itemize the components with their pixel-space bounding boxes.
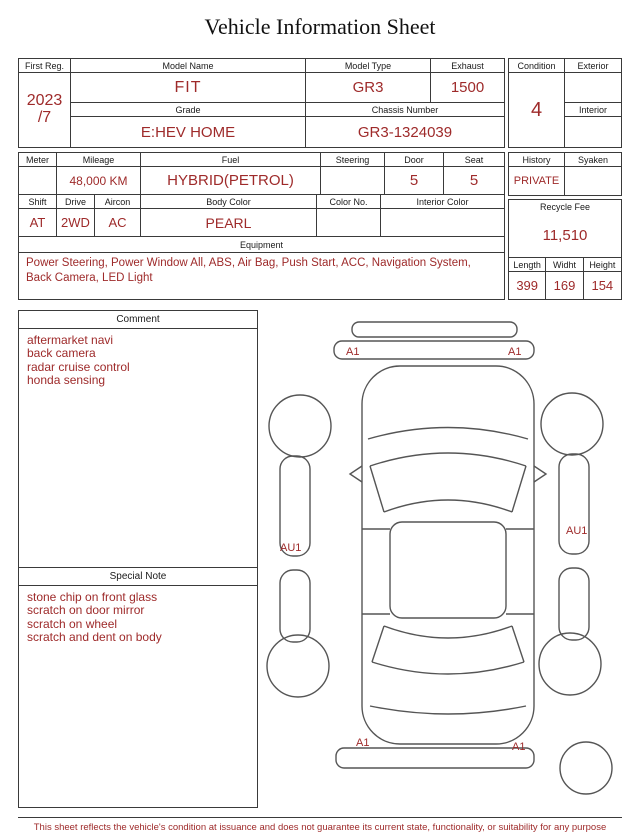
mileage-value: 48,000 KM: [57, 167, 141, 195]
car-top-view-icon: [262, 314, 634, 810]
damage-label-front-right: A1: [508, 346, 522, 358]
exhaust-value: 1500: [431, 73, 504, 103]
height-value: 154: [591, 278, 614, 293]
comment-line: back camera: [27, 346, 96, 361]
meter-value: [19, 167, 57, 195]
shift-value: AT: [19, 209, 57, 237]
special-note-header: Special Note: [19, 567, 257, 586]
history-label: History: [509, 153, 565, 167]
special-note-content: [19, 586, 257, 807]
special-note-line: scratch on wheel: [27, 616, 118, 631]
meter-label: Meter: [19, 153, 57, 167]
history-table: [508, 152, 622, 196]
syaken-label: Syaken: [565, 153, 621, 167]
body-color-label: Body Color: [141, 195, 317, 209]
chassis-number-label: Chassis Number: [306, 103, 504, 117]
drive-label: Drive: [57, 195, 95, 209]
damage-label-side-left: AU1: [280, 542, 302, 554]
damage-label-rear-left: A1: [356, 737, 370, 749]
condition-table: [508, 58, 622, 148]
length-value: 399: [509, 272, 546, 299]
disclaimer-text: This sheet reflects the vehicle's condition at issuance and does not guarantee its current state, functionality, or suitability for any purpose: [18, 817, 622, 833]
damage-label-side-right: AU1: [566, 525, 588, 537]
fuel-label: Fuel: [141, 153, 321, 167]
comment-content: [19, 329, 257, 567]
width-label: Widht: [546, 258, 583, 272]
special-note-line: stone chip on front glass: [27, 590, 158, 604]
exhaust-label: Exhaust: [431, 59, 504, 73]
seat-value: 5: [444, 167, 504, 195]
equipment-value: Power Steering, Power Window All, ABS, Air Bag, Push Start, ACC, Navigation System, Back Camera, LED Light: [26, 257, 471, 284]
first-reg-month: /7: [37, 109, 52, 126]
model-type-value: GR3: [306, 73, 431, 103]
damage-label-front-left: A1: [346, 346, 360, 358]
model-name-label: Model Name: [71, 59, 306, 73]
condition-label: Condition: [509, 59, 565, 73]
interior-color-label: Interior Color: [381, 195, 504, 209]
interior-color-value: [381, 209, 504, 237]
interior-value: [565, 117, 621, 147]
condition-value: 4: [509, 73, 565, 147]
page-title: Vehicle Information Sheet: [204, 14, 436, 39]
special-note-line: scratch on door mirror: [27, 603, 145, 618]
special-note-line: scratch and dent on body: [27, 630, 162, 645]
model-type-label: Model Type: [306, 59, 431, 73]
fuel-value: HYBRID(PETROL): [141, 167, 321, 195]
car-damage-diagram: [262, 314, 634, 810]
color-no-value: [317, 209, 381, 237]
comment-box: [18, 310, 258, 808]
registration-table: [18, 58, 505, 148]
drive-value: 2WD: [57, 209, 95, 237]
first-reg-year: 2023: [26, 92, 63, 110]
chassis-number-value: GR3-1324039: [357, 123, 453, 141]
color-no-label: Color No.: [317, 195, 381, 209]
comment-header: Comment: [19, 311, 257, 329]
width-value: 169: [546, 272, 583, 299]
comment-line: aftermarket navi: [27, 333, 114, 347]
shift-label: Shift: [19, 195, 57, 209]
exterior-label: Exterior: [565, 59, 621, 73]
exterior-value: [565, 73, 621, 103]
interior-label: Interior: [565, 103, 621, 117]
door-label: Door: [385, 153, 444, 167]
door-value: 5: [385, 167, 444, 195]
comment-line: radar cruise control: [27, 359, 130, 374]
seat-label: Seat: [444, 153, 504, 167]
syaken-value: [565, 167, 621, 195]
grade-value: E:HEV HOME: [71, 117, 306, 147]
recycle-dimensions-table: [508, 199, 622, 300]
specs-table: [18, 152, 505, 300]
height-label: Height: [584, 258, 621, 272]
aircon-value: AC: [95, 209, 141, 237]
history-value: PRIVATE: [509, 167, 565, 195]
body-color-value: PEARL: [141, 209, 317, 237]
steering-value: [321, 167, 385, 195]
recycle-fee-label: Recycle Fee: [539, 202, 591, 212]
aircon-label: Aircon: [95, 195, 141, 209]
first-reg-label: First Reg.: [19, 59, 71, 73]
damage-label-rear-right: A1: [512, 741, 526, 753]
grade-label: Grade: [71, 103, 306, 117]
length-label: Length: [509, 258, 546, 272]
comment-line: honda sensing: [27, 373, 106, 388]
recycle-fee-value: 11,510: [509, 214, 621, 258]
equipment-label: Equipment: [19, 237, 504, 253]
first-reg-value: [19, 73, 71, 147]
model-name-value: FIT: [71, 73, 306, 103]
steering-label: Steering: [321, 153, 385, 167]
mileage-label: Mileage: [57, 153, 141, 167]
